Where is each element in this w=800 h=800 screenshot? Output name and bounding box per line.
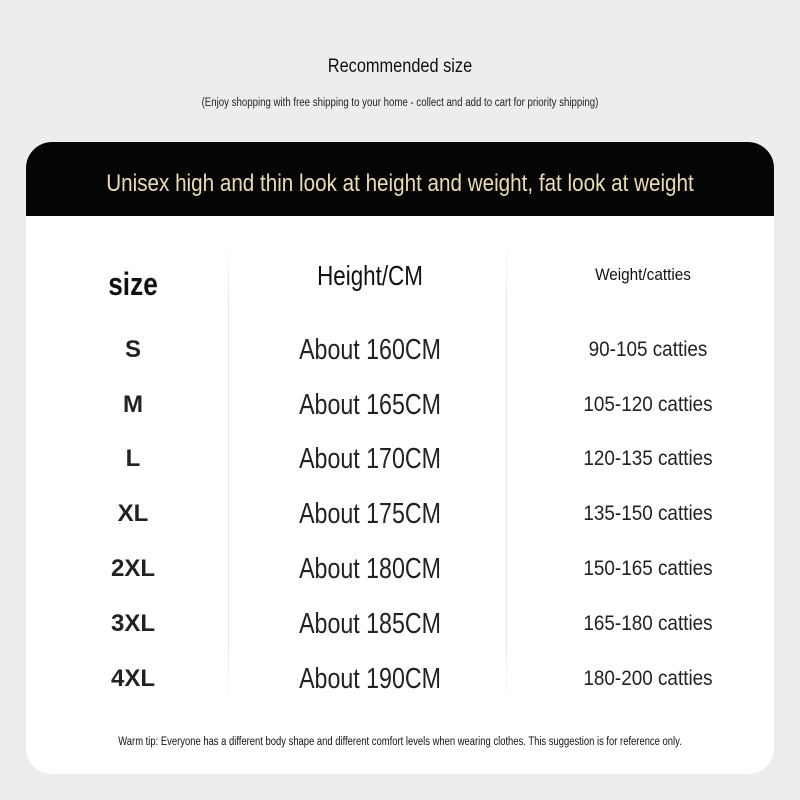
size-cell: M bbox=[123, 391, 143, 418]
warm-tip: Warm tip: Everyone has a different body shape and different comfort levels when wearing clothes. This suggestion is for reference only. bbox=[118, 736, 682, 748]
weight-cell: 150-165 catties bbox=[583, 557, 713, 580]
size-cell: 4XL bbox=[110, 665, 155, 692]
column-divider bbox=[506, 238, 507, 708]
column-divider bbox=[228, 238, 229, 708]
banner bbox=[26, 142, 774, 216]
page-title: Recommended size bbox=[327, 56, 473, 77]
column-header-height: Height/CM bbox=[317, 260, 423, 291]
height-cell: About 165CM bbox=[299, 389, 441, 421]
column-header-weight: Weight/catties bbox=[595, 265, 691, 284]
height-cell: About 180CM bbox=[299, 553, 441, 585]
height-cell: About 185CM bbox=[299, 608, 441, 640]
height-cell: About 160CM bbox=[299, 334, 441, 366]
size-cell: 3XL bbox=[110, 610, 155, 637]
height-cell: About 175CM bbox=[299, 498, 441, 530]
weight-cell: 165-180 catties bbox=[583, 612, 713, 635]
banner-text: Unisex high and thin look at height and weight, fat look at weight bbox=[106, 170, 694, 197]
size-chart-card bbox=[26, 142, 774, 774]
size-cell: 2XL bbox=[110, 555, 155, 582]
size-cell: L bbox=[125, 445, 141, 472]
height-cell: About 190CM bbox=[299, 663, 441, 695]
page-subtitle: (Enjoy shopping with free shipping to your home - collect and add to cart for priority shipping) bbox=[201, 97, 599, 109]
size-cell: XL bbox=[117, 500, 149, 527]
column-header-size: size bbox=[108, 266, 158, 302]
size-cell: S bbox=[124, 336, 141, 363]
weight-cell: 180-200 catties bbox=[583, 667, 713, 690]
height-cell: About 170CM bbox=[299, 443, 441, 475]
weight-cell: 105-120 catties bbox=[583, 393, 713, 416]
weight-cell: 135-150 catties bbox=[583, 502, 713, 525]
weight-cell: 90-105 catties bbox=[588, 338, 708, 361]
weight-cell: 120-135 catties bbox=[583, 447, 713, 470]
